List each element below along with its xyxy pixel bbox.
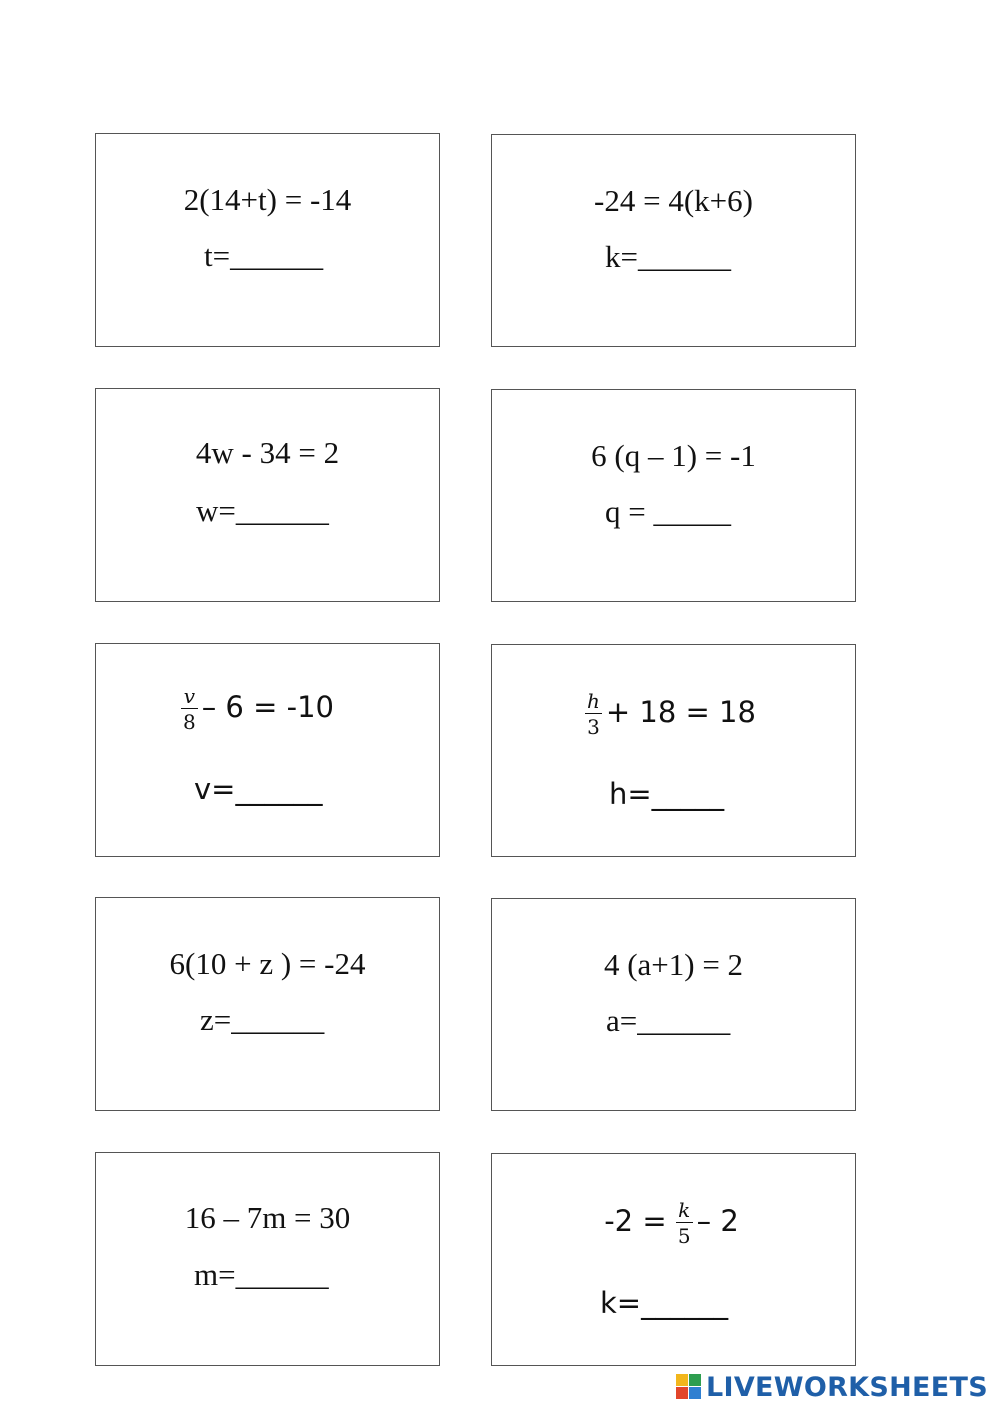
equation-card-2 — [491, 134, 856, 347]
fraction-numerator: k — [676, 1200, 693, 1223]
answer-blank[interactable]: z=______ — [200, 1002, 325, 1037]
equation-text: 2(14+t) = -14 — [183, 182, 352, 217]
equation-text: 6 (q – 1) = -1 — [591, 438, 756, 473]
fraction-denominator: 5 — [677, 1224, 691, 1248]
fraction-numerator: v — [181, 686, 198, 709]
fraction-denominator: 8 — [182, 710, 196, 734]
equation-card-8 — [491, 898, 856, 1111]
answer-blank[interactable]: k=______ — [605, 239, 731, 274]
equation-rest: + 18 = 18 — [605, 695, 756, 729]
liveworksheets-logo — [676, 1370, 988, 1404]
equation-card-6 — [491, 644, 856, 857]
equation-text: 4w - 34 = 2 — [195, 435, 340, 470]
fraction-equation — [76, 686, 439, 732]
equation-card-1 — [95, 133, 440, 347]
answer-blank[interactable]: v=______ — [194, 772, 323, 806]
equation-text: 6(10 + z ) = -24 — [169, 946, 366, 981]
equation-card-3 — [95, 388, 440, 602]
answer-blank[interactable]: k=______ — [600, 1286, 729, 1320]
equation-rest: – 6 = -10 — [201, 690, 334, 724]
logo-mark-icon — [676, 1374, 702, 1400]
equation-rest: – 2 — [696, 1204, 739, 1238]
fraction — [585, 691, 602, 737]
equation-card-4 — [491, 389, 856, 602]
fraction — [676, 1200, 693, 1246]
answer-blank[interactable]: a=______ — [606, 1003, 731, 1038]
fraction — [181, 686, 198, 732]
equation-lead: -2 = — [604, 1204, 667, 1238]
answer-blank[interactable]: t=______ — [204, 238, 324, 273]
equation-text: -24 = 4(k+6) — [594, 183, 753, 218]
equation-text: 16 – 7m = 30 — [184, 1200, 351, 1235]
equation-card-5 — [95, 643, 440, 857]
fraction-equation — [488, 1200, 855, 1246]
answer-blank[interactable]: m=______ — [194, 1257, 329, 1292]
logo-text: LIVEWORKSHEETS — [705, 1371, 988, 1403]
equation-card-7 — [95, 897, 440, 1111]
equation-card-9 — [95, 1152, 440, 1366]
answer-blank[interactable]: h=_____ — [609, 777, 725, 811]
fraction-numerator: h — [587, 689, 600, 713]
equation-text: 4 (a+1) = 2 — [603, 947, 744, 982]
fraction-denominator: 3 — [587, 715, 600, 739]
answer-blank[interactable]: w=______ — [196, 493, 329, 528]
answer-blank[interactable]: q = _____ — [605, 494, 731, 529]
equation-card-10 — [491, 1153, 856, 1366]
fraction-equation — [486, 691, 855, 737]
